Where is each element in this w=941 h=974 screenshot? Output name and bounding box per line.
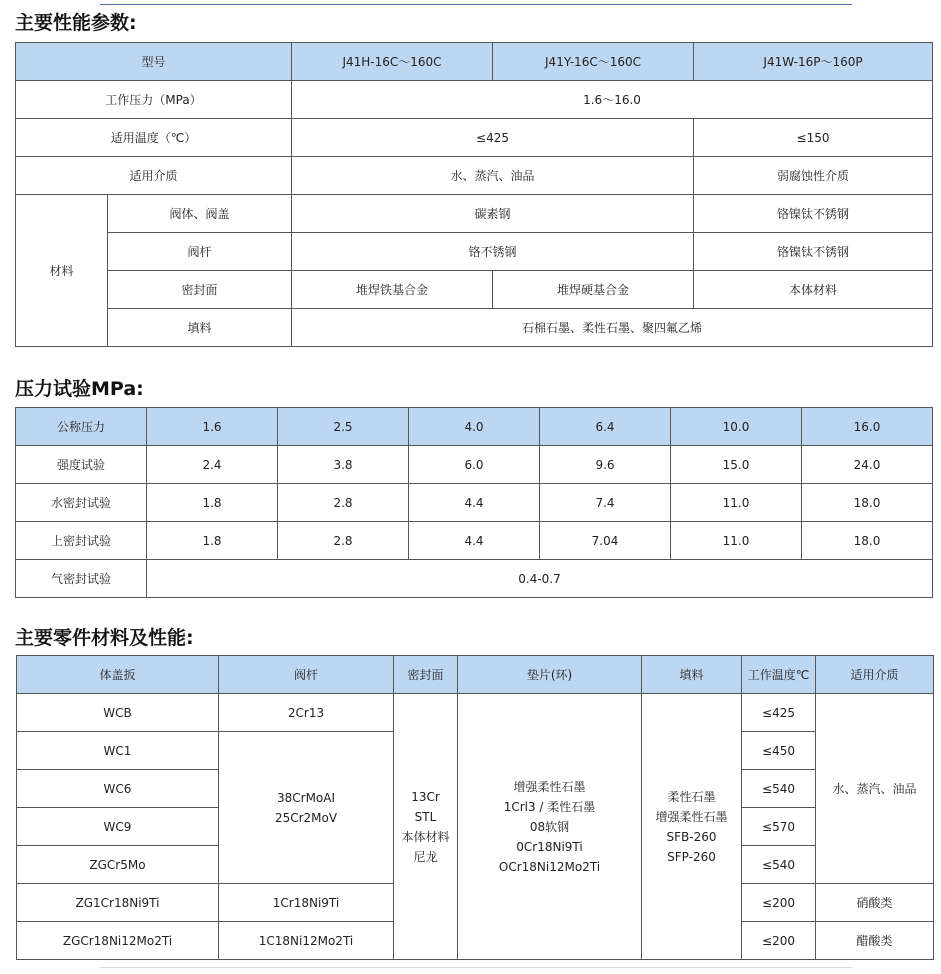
cell-line: 08软钢 <box>529 819 570 834</box>
packing-cell <box>642 694 742 960</box>
cell-value: ≤570 <box>742 808 816 846</box>
table-row <box>16 309 933 347</box>
cell-value: 石棉石墨、柔性石墨、聚四氟乙烯 <box>292 309 933 347</box>
cell-value: WC6 <box>17 770 219 808</box>
table-row <box>16 560 933 598</box>
cell-value: ≤425 <box>292 119 694 157</box>
header-cell: 6.4 <box>540 408 671 446</box>
header-cell: 2.5 <box>278 408 409 446</box>
cell-value: 弱腐蚀性介质 <box>694 157 933 195</box>
table-row <box>16 522 933 560</box>
header-cell: 阀杆 <box>219 656 394 694</box>
cell-line: 本体材料 <box>401 829 450 844</box>
header-cell: 10.0 <box>671 408 802 446</box>
row-label: 阀杆 <box>108 233 292 271</box>
cell-value: WC1 <box>17 732 219 770</box>
cell-value: 11.0 <box>671 484 802 522</box>
cell-line: OCr18Ni12Mo2Ti <box>498 859 601 874</box>
cell-value: 15.0 <box>671 446 802 484</box>
performance-table <box>15 42 933 347</box>
table-row <box>16 446 933 484</box>
cell-line: 25Cr2MoV <box>274 810 338 825</box>
cell-value: ≤540 <box>742 846 816 884</box>
cell-value: 1C18Ni12Mo2Ti <box>219 922 394 960</box>
cell-value: ≤200 <box>742 884 816 922</box>
cell-value: 7.04 <box>540 522 671 560</box>
top-divider <box>100 4 852 5</box>
table-row <box>16 233 933 271</box>
section-title-performance: 主要性能参数: <box>15 12 137 34</box>
cell-value: ZG1Cr18Ni9Ti <box>17 884 219 922</box>
header-cell: 16.0 <box>802 408 933 446</box>
cell-value: ZGCr5Mo <box>17 846 219 884</box>
row-label: 水密封试验 <box>16 484 147 522</box>
header-cell: 1.6 <box>147 408 278 446</box>
header-cell: 4.0 <box>409 408 540 446</box>
cell-line: 柔性石墨 <box>667 789 716 804</box>
cell-line: STL <box>414 809 437 824</box>
cell-value: ≤540 <box>742 770 816 808</box>
cell-value: ≤450 <box>742 732 816 770</box>
table-row <box>17 656 934 694</box>
row-label: 阀体、阀盖 <box>108 195 292 233</box>
cell-value: 本体材料 <box>694 271 933 309</box>
cell-value: ≤150 <box>694 119 933 157</box>
header-cell: 体盖扳 <box>17 656 219 694</box>
cell-value: 11.0 <box>671 522 802 560</box>
row-label: 适用温度（℃） <box>16 119 292 157</box>
cell-value: 水、蒸汽、油品 <box>292 157 694 195</box>
header-model-w: J41W-16P～160P <box>694 43 933 81</box>
row-label: 填料 <box>108 309 292 347</box>
cell-value: 7.4 <box>540 484 671 522</box>
cell-value: 4.4 <box>409 484 540 522</box>
header-cell: 适用介质 <box>816 656 934 694</box>
table-row <box>16 43 933 81</box>
cell-value: ZGCr18Ni12Mo2Ti <box>17 922 219 960</box>
cell-line: 1Crl3 / 柔性石墨 <box>503 799 596 814</box>
gasket-cell <box>458 694 642 960</box>
row-label: 适用介质 <box>16 157 292 195</box>
cell-value: 6.0 <box>409 446 540 484</box>
cell-value: 硝酸类 <box>816 884 934 922</box>
header-model: 型号 <box>16 43 292 81</box>
cell-line: 尼龙 <box>413 849 438 864</box>
row-label: 密封面 <box>108 271 292 309</box>
header-cell: 公称压力 <box>16 408 147 446</box>
header-model-y: J41Y-16C～160C <box>493 43 694 81</box>
cell-value: 18.0 <box>802 484 933 522</box>
cell-value: ≤425 <box>742 694 816 732</box>
cell-value: 0.4-0.7 <box>147 560 933 598</box>
cell-line: SFP-260 <box>667 849 716 864</box>
cell-value: 2.8 <box>278 484 409 522</box>
cell-value: 水、蒸汽、油品 <box>816 694 934 884</box>
table-row <box>16 119 933 157</box>
header-cell: 垫片(环) <box>458 656 642 694</box>
header-cell: 填料 <box>642 656 742 694</box>
cell-value: WC9 <box>17 808 219 846</box>
cell-value: 18.0 <box>802 522 933 560</box>
cell-value: 2.4 <box>147 446 278 484</box>
cell-value: 2.8 <box>278 522 409 560</box>
row-label: 工作压力（MPa） <box>16 81 292 119</box>
header-model-h: J41H-16C～160C <box>292 43 493 81</box>
cell-value: 4.4 <box>409 522 540 560</box>
row-label: 强度试验 <box>16 446 147 484</box>
header-cell: 密封面 <box>394 656 458 694</box>
cell-line: 增强柔性石墨 <box>655 809 728 824</box>
cell-value: 1.6～16.0 <box>292 81 933 119</box>
table-row <box>16 271 933 309</box>
cell-line: 38CrMoAI <box>276 790 336 805</box>
cell-value: 堆焊硬基合金 <box>493 271 694 309</box>
cell-value: 1Cr18Ni9Ti <box>219 884 394 922</box>
cell-line: SFB-260 <box>666 829 717 844</box>
section-title-parts-materials: 主要零件材料及性能: <box>15 627 194 649</box>
cell-value: 醋酸类 <box>816 922 934 960</box>
table-row <box>16 157 933 195</box>
cell-value: ≤200 <box>742 922 816 960</box>
table-row <box>17 694 934 732</box>
cell-line: 13Cr <box>411 789 440 804</box>
cell-value: 24.0 <box>802 446 933 484</box>
parts-materials-table <box>16 655 934 960</box>
stem-cell <box>219 732 394 884</box>
pressure-test-table <box>15 407 933 598</box>
cell-value: 9.6 <box>540 446 671 484</box>
cell-value: 1.8 <box>147 522 278 560</box>
cell-value: 碳素钢 <box>292 195 694 233</box>
table-row <box>16 408 933 446</box>
seal-cell <box>394 694 458 960</box>
table-row <box>16 484 933 522</box>
bottom-divider <box>100 967 852 968</box>
table-row <box>16 81 933 119</box>
row-label-material: 材料 <box>16 195 108 347</box>
cell-line: 增强柔性石墨 <box>513 779 586 794</box>
header-cell: 工作温度℃ <box>742 656 816 694</box>
cell-value: 铬不锈钢 <box>292 233 694 271</box>
row-label: 气密封试验 <box>16 560 147 598</box>
table-row <box>16 195 933 233</box>
cell-value: 铬镍钛不锈钢 <box>694 233 933 271</box>
cell-value: WCB <box>17 694 219 732</box>
cell-value: 堆焊铁基合金 <box>292 271 493 309</box>
row-label: 上密封试验 <box>16 522 147 560</box>
cell-value: 1.8 <box>147 484 278 522</box>
cell-value: 2Cr13 <box>219 694 394 732</box>
cell-value: 3.8 <box>278 446 409 484</box>
section-title-pressure-test: 压力试验MPa: <box>15 378 144 400</box>
cell-value: 铬镍钛不锈钢 <box>694 195 933 233</box>
cell-line: 0Cr18Ni9Ti <box>516 839 583 854</box>
